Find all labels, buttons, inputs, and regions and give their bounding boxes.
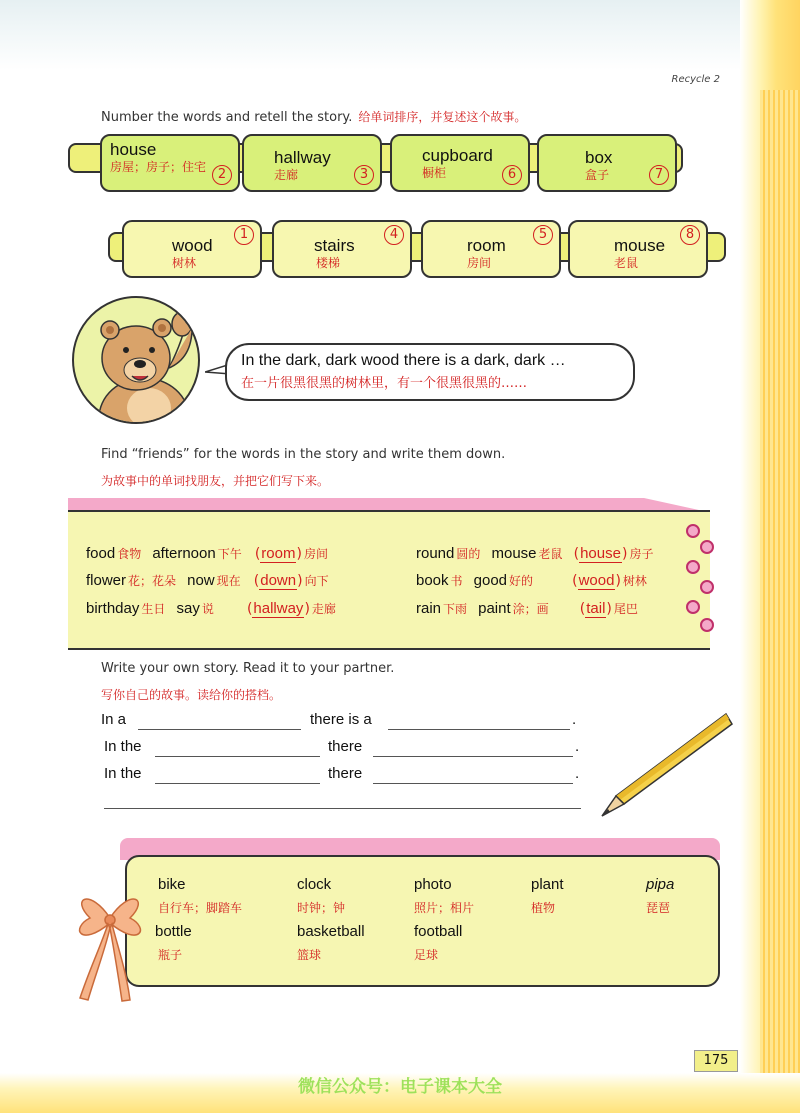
pencil-icon: [598, 708, 733, 820]
word-card-wood[interactable]: [122, 220, 262, 278]
story-period: .: [572, 711, 577, 728]
section2-instruction-cn: 为故事中的单词找朋友，并把它们写下来。: [101, 474, 330, 488]
word-card-stairs[interactable]: [272, 220, 412, 278]
top-band: [0, 0, 800, 70]
story-line2-b: there: [328, 738, 363, 755]
section1-instruction-en: Number the words and retell the story.: [101, 110, 353, 125]
speech-bubble: [225, 343, 635, 401]
binder-ring: [700, 580, 714, 594]
word-card-cupboard[interactable]: [390, 134, 530, 192]
section1-instruction-cn: 给单词排序，并复述这个故事。: [358, 110, 527, 124]
vocab-item-basketball: basketball 篮球: [297, 923, 365, 962]
vocab-item-pipa: pipa 琵琶: [646, 876, 675, 915]
card-word: box: [585, 148, 613, 167]
section2-instruction-en: Find “friends” for the words in the story and write them down.: [101, 447, 506, 462]
vocab-item-photo: photo 照片；相片: [414, 876, 475, 915]
answer-word[interactable]: house: [580, 545, 621, 562]
bubble-text-en: In the dark, dark wood there is a dark, dark …: [241, 352, 566, 369]
vocab-item-plant: plant 植物: [531, 876, 564, 915]
answer-word[interactable]: room: [261, 545, 296, 562]
vocab-item-bottle: bottle 瓶子: [155, 923, 192, 962]
story-period: .: [575, 765, 580, 782]
card-number: 3: [354, 165, 374, 185]
card-word: house: [110, 140, 157, 159]
story-blank[interactable]: [155, 783, 320, 784]
friends-row-left-2: flower 花；花朵 now 现在 (down) 向下: [86, 572, 329, 589]
card-translation: 橱柜: [422, 166, 447, 180]
answer-word[interactable]: hallway: [253, 600, 304, 617]
card-word: cupboard: [422, 146, 493, 165]
card-word: hallway: [274, 148, 331, 167]
card-number: 8: [680, 225, 700, 245]
answer-word[interactable]: wood: [578, 572, 615, 589]
ribbon-icon: [70, 888, 150, 1008]
friends-row-left-3: birthday 生日 say 说 (hallway) 走廊: [86, 600, 336, 617]
card-word: wood: [172, 236, 213, 255]
story-line3-a: In the: [104, 765, 142, 782]
card-translation: 房屋；房子；住宅: [110, 160, 207, 174]
binder-ring: [686, 560, 700, 574]
friends-row-left-1: food 食物 afternoon 下午 (room) 房间: [86, 545, 328, 562]
vocab-board: [125, 855, 720, 987]
card-number: 4: [384, 225, 404, 245]
card-translation: 盒子: [585, 168, 610, 182]
card-translation: 房间: [467, 256, 492, 270]
vocab-item-football: football 足球: [414, 923, 463, 962]
story-line1-b: there is a: [310, 711, 372, 728]
answer-word[interactable]: tail: [586, 600, 606, 617]
word-card-room[interactable]: [421, 220, 561, 278]
story-blank[interactable]: [138, 729, 301, 730]
story-line3-b: there: [328, 765, 363, 782]
story-blank-line4[interactable]: [104, 808, 581, 809]
binder-ring: [700, 540, 714, 554]
binder-ring: [686, 524, 700, 538]
binder-ring: [686, 600, 700, 614]
section3-instruction-cn: 写你自己的故事。读给你的搭档。: [101, 688, 282, 702]
section3-instruction-en: Write your own story. Read it to your partner.: [101, 661, 395, 676]
bubble-text-cn: 在一片很黑很黑的树林里，有一个很黑很黑的……: [241, 376, 528, 391]
story-blank[interactable]: [155, 756, 320, 757]
story-blank[interactable]: [373, 783, 573, 784]
story-period: .: [575, 738, 580, 755]
card-number: 5: [533, 225, 553, 245]
card-translation: 树林: [172, 256, 197, 270]
story-line1-a: In a: [101, 711, 127, 728]
bear-illustration: [72, 296, 200, 424]
watermark: 微信公众号：电子课本大全: [298, 1077, 502, 1097]
vocab-item-bike: bike 自行车；脚踏车: [158, 876, 243, 915]
card-translation: 楼梯: [316, 256, 341, 270]
section1-instruction: [101, 108, 526, 125]
page-number: 175: [694, 1050, 738, 1072]
card-translation: 走廊: [274, 168, 299, 182]
word-card-hallway[interactable]: [242, 134, 382, 192]
friends-row-right-2: book 书 good 好的 (wood) 树林: [416, 572, 647, 589]
card-translation: 老鼠: [614, 256, 639, 270]
story-blank[interactable]: [388, 729, 570, 730]
word-card-mouse[interactable]: [568, 220, 708, 278]
friends-row-right-3: rain 下雨 paint 涂；画 (tail) 尾巴: [416, 600, 638, 617]
story-blank[interactable]: [373, 756, 573, 757]
friends-row-right-1: round 圆的 mouse 老鼠 (house) 房子: [416, 545, 654, 562]
card-number: 2: [212, 165, 232, 185]
bear-icon: [74, 298, 200, 424]
card-word: room: [467, 236, 506, 255]
word-card-house[interactable]: [100, 134, 240, 192]
page-edge-stripes: [760, 90, 800, 1113]
card-number: 6: [502, 165, 522, 185]
story-line2-a: In the: [104, 738, 142, 755]
answer-word[interactable]: down: [260, 572, 297, 589]
running-head: Recycle 2: [671, 74, 720, 85]
card-number: 7: [649, 165, 669, 185]
card-number: 1: [234, 225, 254, 245]
card-word: stairs: [314, 236, 355, 255]
binder-ring: [700, 618, 714, 632]
word-card-box[interactable]: [537, 134, 677, 192]
card-word: mouse: [614, 236, 666, 255]
vocab-item-clock: clock 时钟；钟: [297, 876, 346, 915]
